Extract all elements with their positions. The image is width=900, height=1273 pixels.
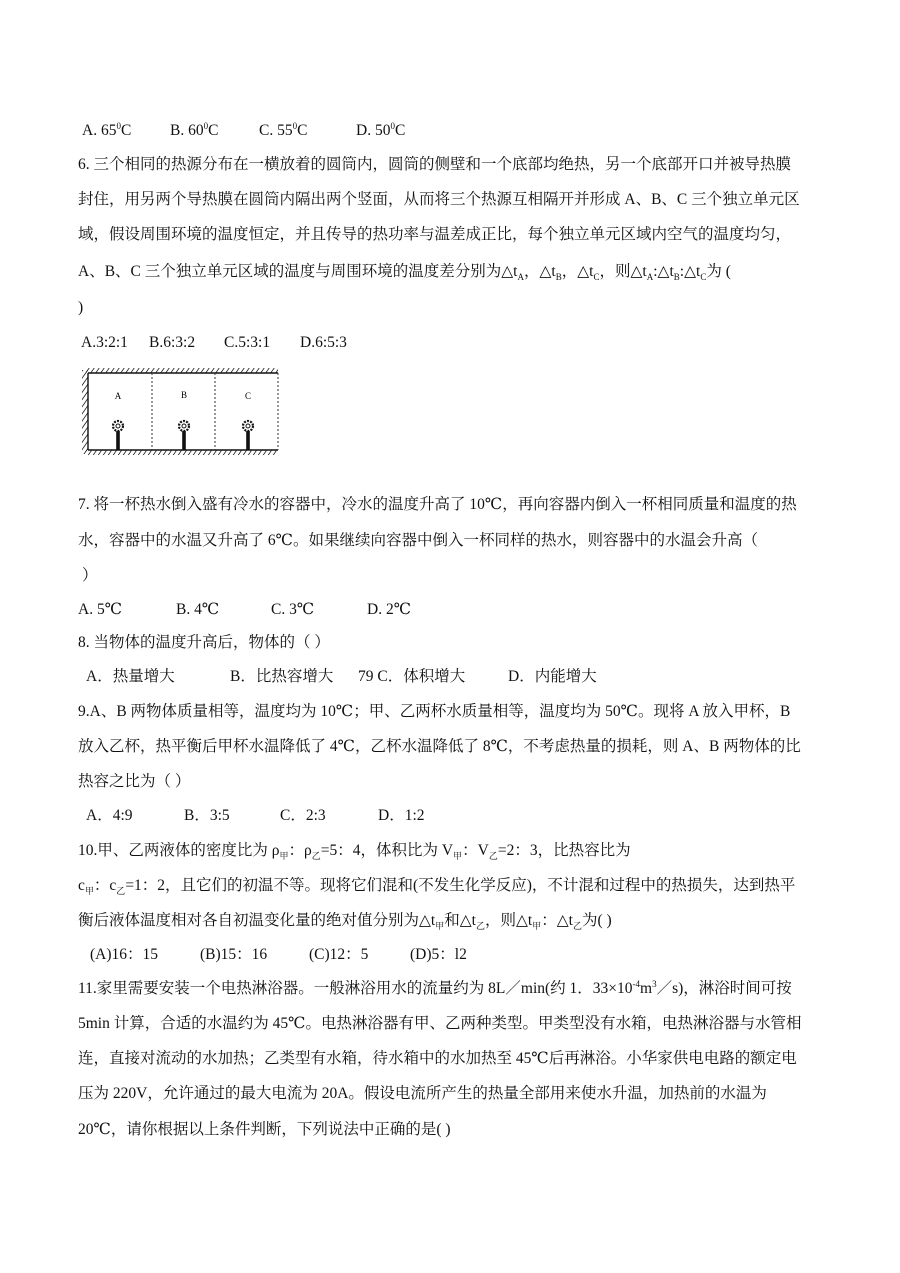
q9-option-c: C．2:3 [280, 807, 326, 824]
q5-option-d: D. $50^0C$ [356, 120, 406, 139]
q6-line-1: 6. 三个相同的热源分布在一横放着的圆筒内，圆筒的侧壁和一个底部均绝热，另一个底部开口并被导热膜 [78, 156, 792, 173]
heat-source-c-icon [243, 421, 253, 450]
q9-option-d: D．1:2 [378, 807, 425, 824]
q6-option-a: A.3:2:1 [81, 334, 128, 351]
q10-line-1: 10.甲、乙两液体的密度比为 $\rho_甲$：$\rho_乙=5$：4，体积比为 $V_甲$：$V_乙=2$：3，比热容比为 [78, 842, 631, 862]
heat-source-a-icon [113, 421, 123, 450]
q10-line-2: $c_甲$：$c_乙=1$：2，且它们的初温不等。现将它们混和(不发生化学反应)，不计混和过程中的热损失，达到热平 [78, 877, 796, 897]
q11-line-3: 连，直接对流动的水加热；乙类型有水箱，待水箱中的水加热至 45℃后再淋浴。小华家供电电路的额定电 [78, 1050, 797, 1067]
region-label-a: A [114, 391, 122, 401]
bottom-insulation [86, 450, 278, 455]
top-insulation [86, 368, 278, 373]
q9-option-b: B．3:5 [184, 807, 230, 824]
q7-options [78, 600, 411, 620]
q8-option-b: B．比热容增大 [230, 668, 334, 685]
q6-line-2: 封住，用另两个导热膜在圆筒内隔出两个竖面，从而将三个热源互相隔开并形成 A、B、C 三个独立单元区 [78, 191, 800, 208]
q6-line-4: A、B、C 三个独立单元区域的温度与周围环境的温度差分别为$\triangle t_A$，$\triangle t_B$，$\triangle t_C$，则$\triangle t_A:\triangle t_B:\triangle t_C$为 ( [78, 263, 731, 283]
q5-option-b: B. $60^0C$ [170, 120, 219, 139]
q11-line-2: 5min 计算，合适的水温约为 45℃。电热淋浴器有甲、乙两种类型。甲类型没有水箱，电热淋浴器与水管相 [78, 1015, 802, 1032]
q6-option-c: C.5:3:1 [224, 334, 271, 351]
q10-line-3: 衡后液体温度相对各自初温变化量的绝对值分别为$\triangle t_甲$和$\triangle t_乙$，则$\triangle t_甲$：$\triangle t_乙$为( ) [78, 912, 612, 932]
q7-line-3: ） [82, 567, 98, 584]
q10-options [90, 945, 467, 965]
q6-line-3: 域，假设周围环境的温度恒定，并且传导的热功率与温差成正比，每个独立单元区域内空气的温度均匀， [78, 226, 792, 243]
q9-option-a: A．4:9 [86, 807, 133, 824]
q7-option-b: B. 4℃ [176, 601, 220, 618]
q11-line-1: 11.家里需要安装一个电热淋浴器。一般淋浴用水的流量约为 8L／min(约 1．$33\times 10^{-4}m^3/s$)，淋浴时间可按 [78, 978, 792, 997]
q8-option-a: A．热量增大 [86, 668, 175, 685]
q6-option-b: B.6:3:2 [149, 334, 196, 351]
q5-option-c: C. $55^0C$ [259, 120, 308, 139]
region-label-c: C [244, 391, 252, 401]
q8-options [86, 667, 597, 687]
q5-option-a: A. $65^0C$ [82, 120, 132, 139]
q8-option-d: D．内能增大 [508, 668, 597, 685]
q7-option-c: C. 3℃ [271, 601, 315, 618]
heat-source-b-icon [179, 421, 189, 450]
q7-option-d: D. 2℃ [367, 601, 412, 618]
q7-option-a: A. 5℃ [78, 601, 123, 618]
region-label-b: B [180, 390, 188, 400]
q10-option-a: (A)16：15 [90, 946, 159, 963]
q9-options [86, 806, 425, 826]
q10-option-d: (D)5：l2 [410, 946, 467, 963]
q10-option-b: (B)15：16 [200, 946, 268, 963]
q11-line-5: 20℃，请你根据以上条件判断，下列说法中正确的是( ) [78, 1121, 451, 1138]
q6-option-d: D.6:5:3 [300, 334, 347, 351]
q6-options [81, 333, 347, 353]
left-insulation [82, 370, 88, 454]
q6-line-5: ) [78, 299, 84, 316]
q9-line-3: 热容之比为（ ） [78, 773, 191, 790]
q7-line-1: 7. 将一杯热水倒入盛有冷水的容器中，冷水的温度升高了 10℃，再向容器内倒入一杯相同质量和温度的热 [78, 496, 797, 513]
q9-line-1: 9.A、B 两物体质量相等，温度均为 10℃；甲、乙两杯水质量相等，温度均为 50℃。现将 A 放入甲杯，B [78, 703, 791, 720]
q7-line-2: 水，容器中的水温又升高了 6℃。如果继续向容器中倒入一杯同样的热水，则容器中的水温会升高（ [78, 532, 758, 549]
cylinder-figure [80, 364, 284, 462]
q9-line-2: 放入乙杯，热平衡后甲杯水温降低了 4℃，乙杯水温降低了 8℃，不考虑热量的损耗，则 A、B 两物体的比 [78, 738, 801, 755]
q10-option-c: (C)12：5 [309, 946, 369, 963]
q8-line-1: 8. 当物体的温度升高后，物体的（ ） [78, 634, 330, 651]
q5-options [82, 121, 405, 141]
q11-line-4: 压为 220V，允许通过的最大电流为 20A。假设电流所产生的热量全部用来使水升温，加热前的水温为 [78, 1085, 767, 1102]
q8-option-c: 79 C．体积增大 [358, 668, 466, 685]
